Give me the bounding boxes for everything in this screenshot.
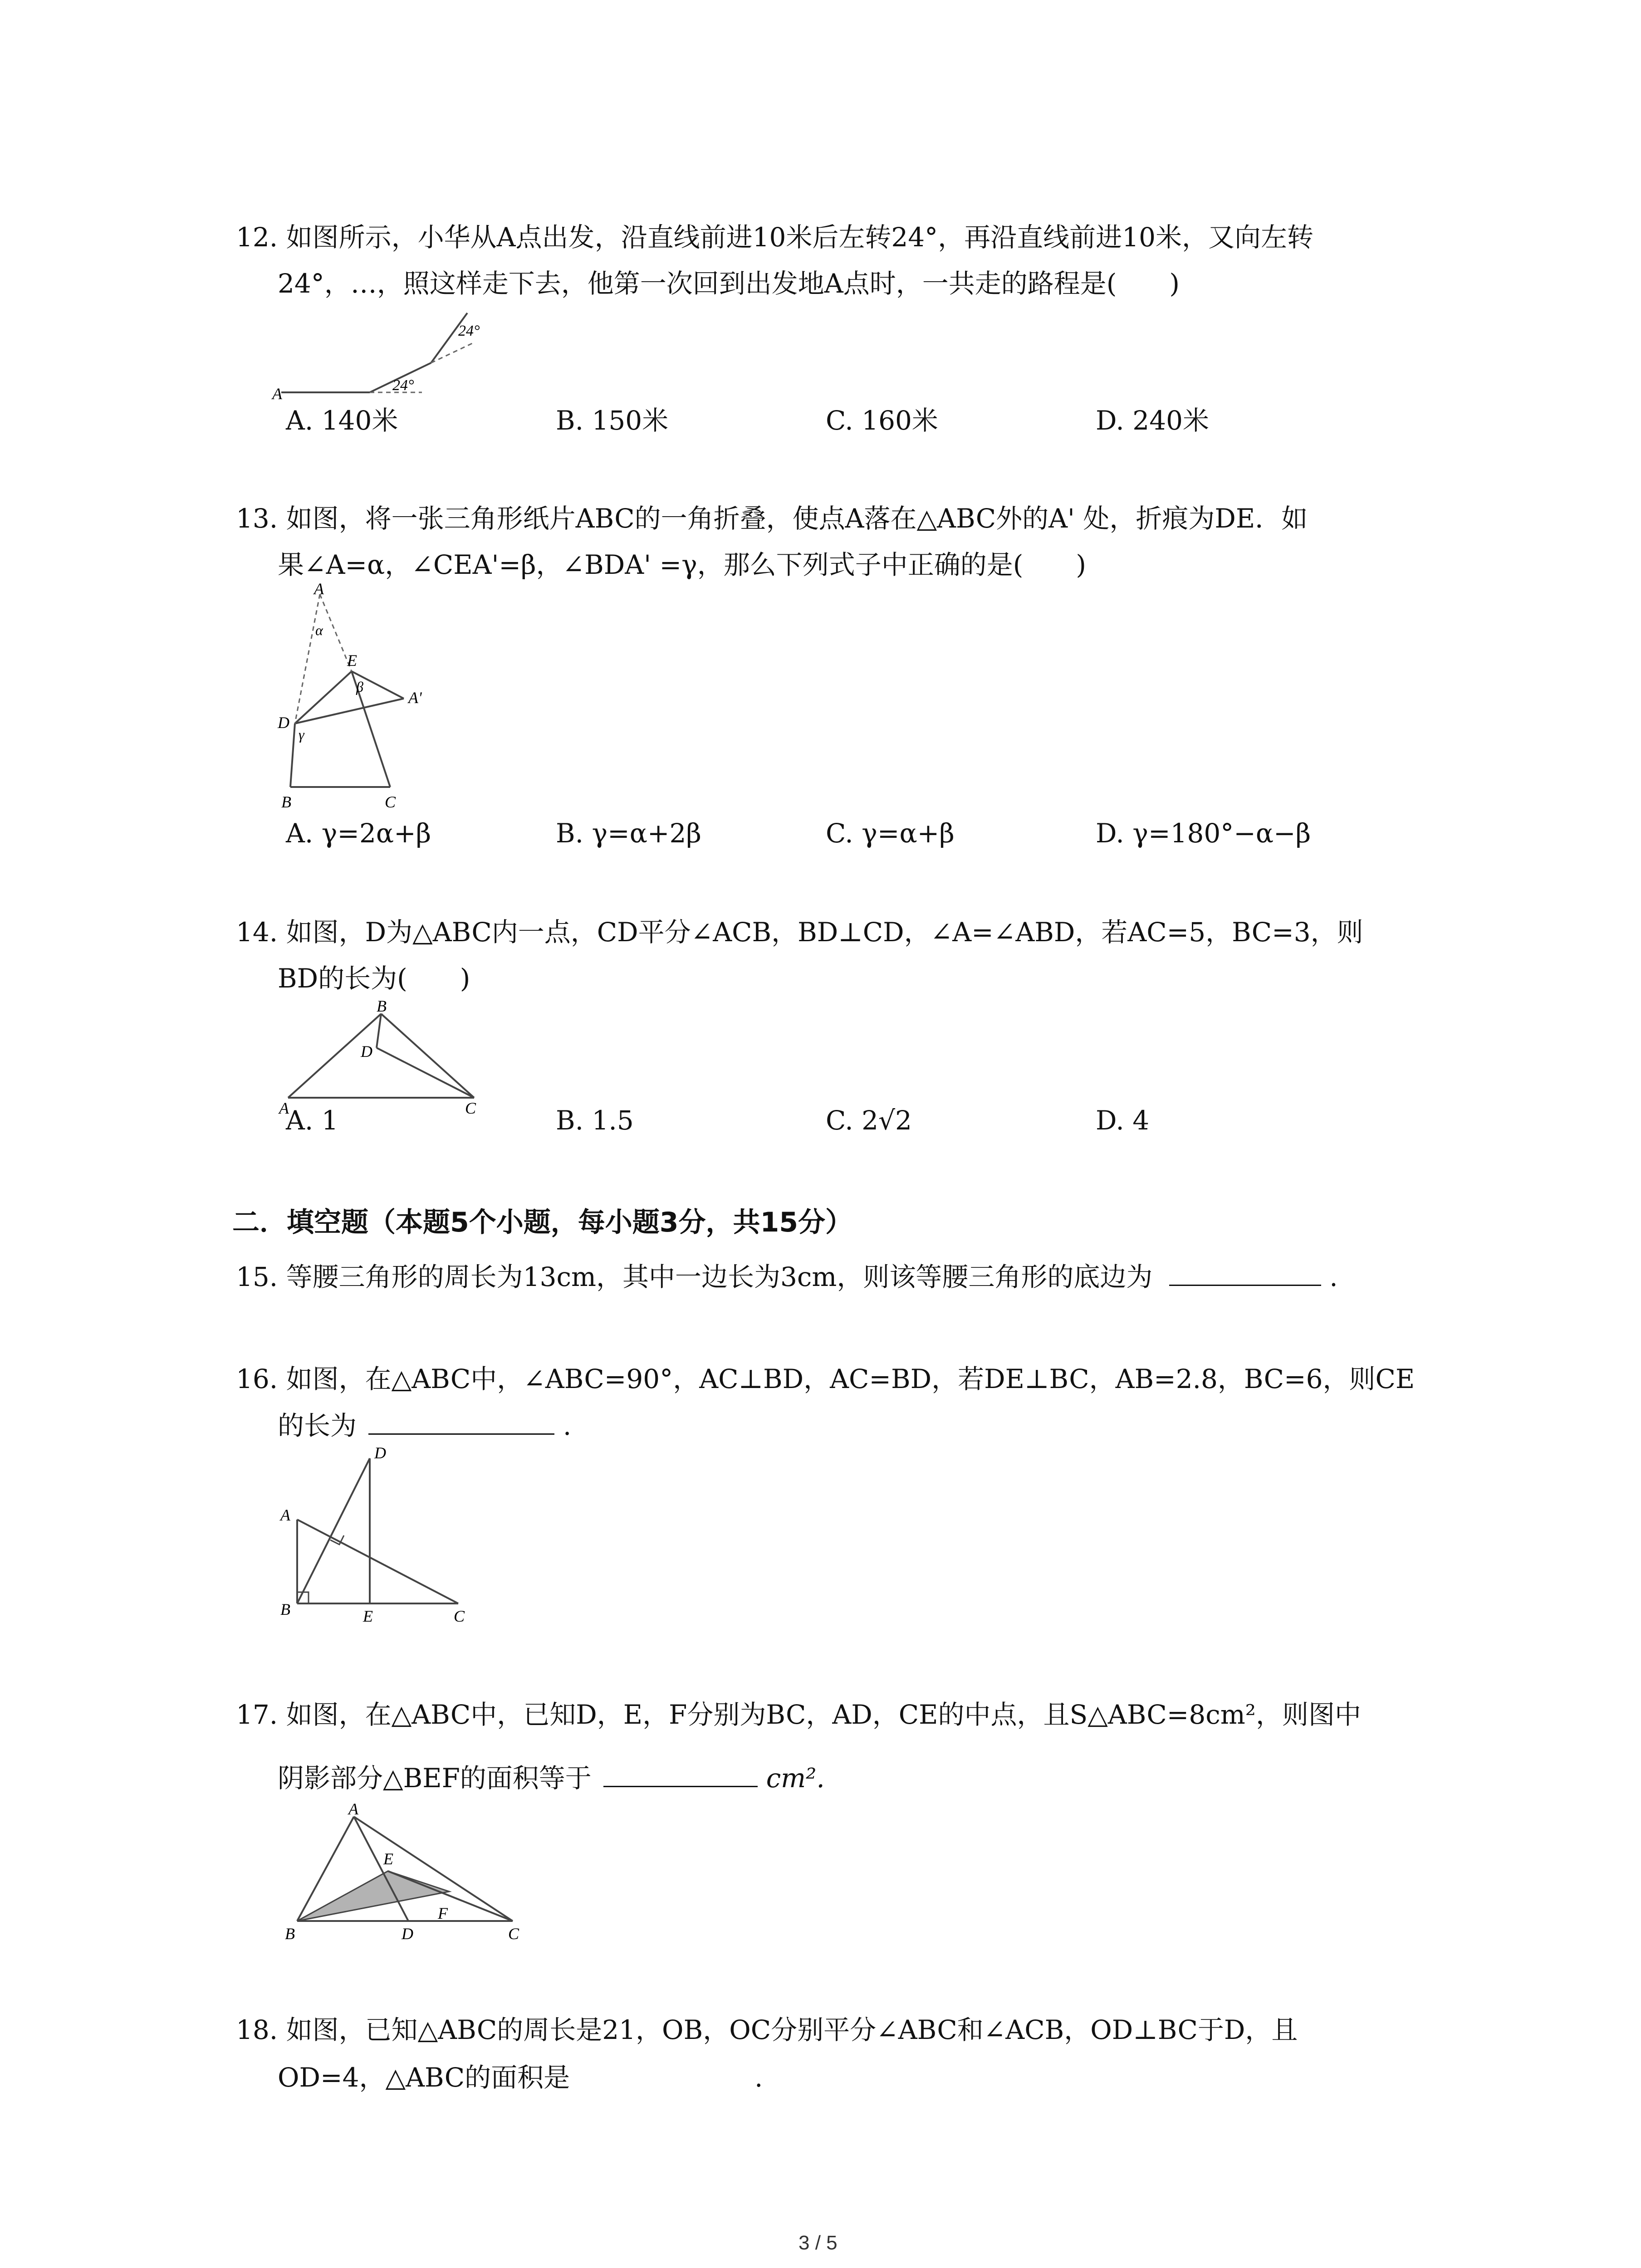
question-12-line1: 12. 如图所示，小华从A点出发，沿直线前进10米后左转24°，再沿直线前进10米，又向左转 xyxy=(236,222,1313,253)
fig16-label-c: C xyxy=(454,1607,465,1625)
fig12-label-angle2: 24° xyxy=(458,323,480,339)
question-18-line1: 18. 如图，已知△ABC的周长是21，OB，OC分别平分∠ABC和∠ACB，OD⊥BC于D，且 xyxy=(236,2014,1298,2045)
q13-option-c: C. γ=α+β xyxy=(826,818,955,849)
q12-option-c: C. 160米 xyxy=(826,405,938,436)
q14-option-c: C. 2√2 xyxy=(826,1105,912,1136)
question-12-figure xyxy=(272,299,526,404)
fig16-label-d: D xyxy=(374,1444,386,1462)
fig13-label-e: E xyxy=(347,651,357,670)
fig13-label-gamma: γ xyxy=(299,726,304,743)
question-15-text: 15. 等腰三角形的周长为13cm，其中一边长为3cm，则该等腰三角形的底边为 xyxy=(236,1261,1153,1292)
question-16-line2: 的长为 xyxy=(278,1410,357,1441)
fig13-label-a-prime: A' xyxy=(408,689,422,707)
fig17-label-e: E xyxy=(383,1850,393,1868)
fig13-label-c: C xyxy=(385,793,396,811)
fig16-label-a: A xyxy=(280,1506,290,1524)
fig13-label-d: D xyxy=(278,714,289,732)
q13-option-b: B. γ=α+2β xyxy=(556,818,701,849)
fig14-label-b: B xyxy=(377,997,387,1015)
fig13-label-a: A xyxy=(314,580,324,598)
fig13-label-alpha: α xyxy=(315,622,323,638)
question-16-figure xyxy=(272,1444,472,1628)
fig17-label-c: C xyxy=(508,1925,519,1943)
fig16-label-b: B xyxy=(280,1600,290,1618)
question-14-line2: BD的长为( ) xyxy=(278,963,470,994)
q14-option-a: A. 1 xyxy=(286,1105,338,1136)
fig14-label-d: D xyxy=(361,1042,372,1061)
question-17-end: cm². xyxy=(766,1763,825,1794)
question-17-line1: 17. 如图，在△ABC中，已知D，E，F分别为BC，AD，CE的中点，且S△ABC=8cm²，则图中 xyxy=(236,1699,1362,1730)
question-18-end: . xyxy=(754,2062,763,2093)
answer-blank-17[interactable] xyxy=(603,1762,758,1787)
question-16-line2-wrap xyxy=(278,1410,571,1442)
fig17-label-b: B xyxy=(285,1925,295,1943)
fig13-label-beta: β xyxy=(356,679,363,695)
q13-option-d: D. γ=180°−α−β xyxy=(1096,818,1311,849)
question-15-end: . xyxy=(1329,1261,1338,1292)
answer-blank-15[interactable] xyxy=(1169,1261,1321,1286)
fig13-label-b: B xyxy=(281,793,291,811)
question-17-line2-wrap xyxy=(278,1762,825,1794)
section-2-title: 二．填空题（本题5个小题，每小题3分，共15分） xyxy=(232,1207,852,1238)
question-14-figure xyxy=(272,997,499,1117)
q12-option-b: B. 150米 xyxy=(556,405,669,436)
question-16-line1: 16. 如图，在△ABC中，∠ABC=90°，AC⊥BD，AC=BD，若DE⊥BC，AB=2.8，BC=6，则CE xyxy=(236,1364,1415,1394)
q13-option-a: A. γ=2α+β xyxy=(286,818,431,849)
fig17-label-a: A xyxy=(348,1800,358,1818)
q14-option-b: B. 1.5 xyxy=(556,1105,634,1136)
question-15 xyxy=(236,1261,1338,1293)
question-13-line2: 果∠A=α，∠CEA'=β，∠BDA' =γ，那么下列式子中正确的是( ) xyxy=(278,549,1087,580)
question-18-line2-wrap xyxy=(278,2062,763,2093)
fig17-label-d: D xyxy=(402,1925,413,1943)
fig14-label-c: C xyxy=(465,1099,476,1117)
question-14-line1: 14. 如图，D为△ABC内一点，CD平分∠ACB，BD⊥CD，∠A=∠ABD，若AC=5，BC=3，则 xyxy=(236,917,1363,948)
fig12-label-angle1: 24° xyxy=(392,377,414,394)
question-16-end: . xyxy=(563,1410,572,1441)
page-number: 3 / 5 xyxy=(798,2232,838,2254)
question-13-figure xyxy=(272,580,463,812)
question-18-line2: OD=4，△ABC的面积是 xyxy=(278,2062,570,2093)
question-12-line2: 24°，…，照这样走下去，他第一次回到出发地A点时，一共走的路程是( ) xyxy=(278,268,1180,299)
question-17-line2: 阴影部分△BEF的面积等于 xyxy=(278,1763,592,1794)
question-13-line1: 13. 如图，将一张三角形纸片ABC的一角折叠，使点A落在△ABC外的A' 处，折痕为DE．如 xyxy=(236,503,1308,534)
fig16-label-e: E xyxy=(363,1607,373,1625)
q14-option-d: D. 4 xyxy=(1096,1105,1150,1136)
q12-option-d: D. 240米 xyxy=(1096,405,1210,436)
answer-blank-16[interactable] xyxy=(368,1410,554,1435)
fig14-label-a: A xyxy=(279,1099,289,1117)
q12-option-a: A. 140米 xyxy=(286,405,398,436)
fig12-label-a: A xyxy=(272,385,282,403)
question-17-figure xyxy=(272,1800,526,1953)
fig17-label-f: F xyxy=(438,1904,448,1922)
